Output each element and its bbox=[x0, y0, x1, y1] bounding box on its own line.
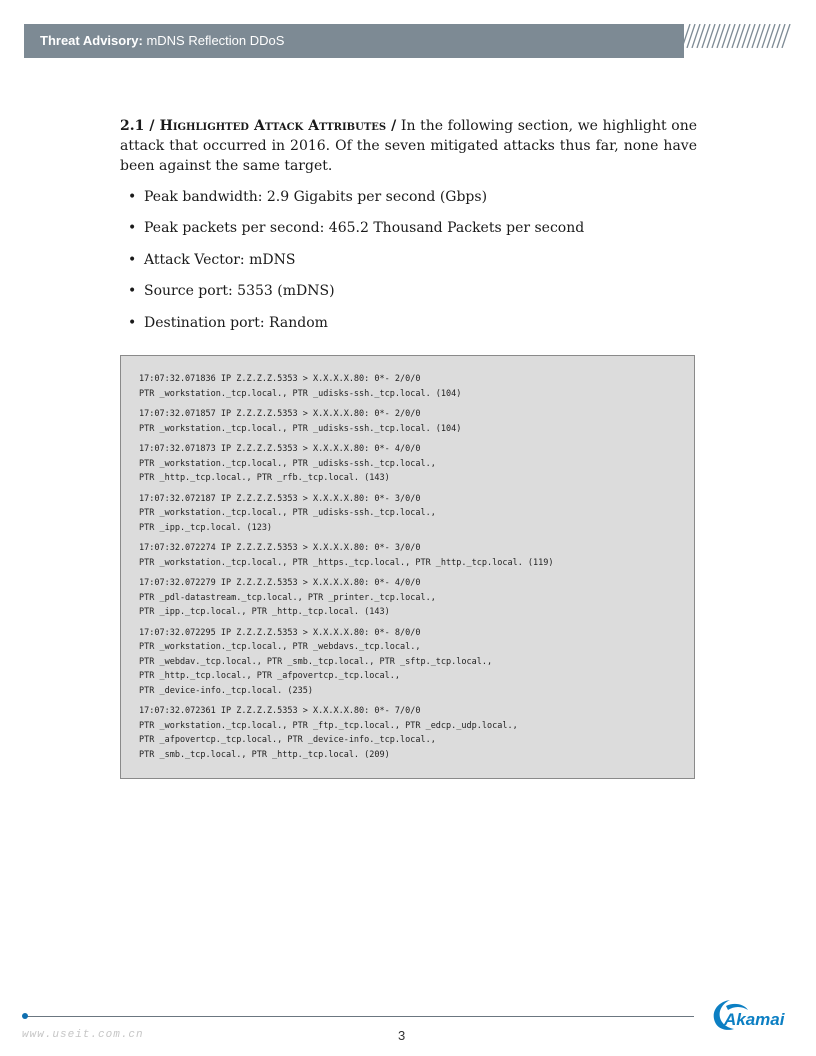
header-bar bbox=[24, 24, 684, 58]
packet-entry bbox=[139, 541, 694, 570]
packet-line: PTR _smb._tcp.local., PTR _http._tcp.local. (209) bbox=[139, 749, 390, 760]
document-title-topic: mDNS Reflection DDoS bbox=[142, 33, 285, 48]
akamai-logo-text: Akamai bbox=[724, 1010, 785, 1029]
packet-line: PTR _pdl-datastream._tcp.local., PTR _printer._tcp.local., bbox=[139, 592, 436, 603]
bullet-icon: • bbox=[128, 283, 137, 300]
packet-line: PTR _ipp._tcp.local., PTR _http._tcp.local. (143) bbox=[139, 607, 390, 617]
packet-line: 17:07:32.071873 IP Z.Z.Z.Z.5353 > X.X.X.X.80: 0*- 4/0/0 bbox=[139, 444, 421, 454]
packet-line: 17:07:32.072279 IP Z.Z.Z.Z.5353 > X.X.X.X.80: 0*- 4/0/0 bbox=[139, 578, 421, 588]
packet-line: PTR _http._tcp.local., PTR _afpovertcp._tcp.local., bbox=[139, 671, 400, 681]
bullet-icon: • bbox=[128, 220, 137, 237]
packet-entry bbox=[139, 442, 694, 486]
packet-line: 17:07:32.072274 IP Z.Z.Z.Z.5353 > X.X.X.X.80: 0*- 3/0/0 bbox=[139, 543, 421, 553]
packet-capture-box bbox=[120, 355, 695, 779]
section-intro-text: In the following section, we highlight one attack that occurred in 2016. Of the seven mitigated attacks thus far, none have been against the same target. bbox=[120, 118, 697, 174]
footer-dot-icon bbox=[22, 1013, 28, 1019]
list-item bbox=[120, 280, 697, 311]
packet-line: PTR _workstation._tcp.local., PTR _udisks-ssh._tcp.local., bbox=[139, 508, 436, 518]
packet-line: 17:07:32.072295 IP Z.Z.Z.Z.5353 > X.X.X.X.80: 0*- 8/0/0 bbox=[139, 627, 421, 638]
packet-line: PTR _device-info._tcp.local. (235) bbox=[139, 685, 313, 696]
packet-line: 17:07:32.072187 IP Z.Z.Z.Z.5353 > X.X.X.X.80: 0*- 3/0/0 bbox=[139, 493, 421, 504]
packet-line: PTR _workstation._tcp.local., PTR _https._tcp.local., PTR _http._tcp.local. (119) bbox=[139, 557, 554, 568]
bullet-text: Peak packets per second: 465.2 Thousand Packets per second bbox=[144, 220, 585, 237]
packet-line: PTR _afpovertcp._tcp.local., PTR _device-info._tcp.local., bbox=[139, 735, 436, 745]
packet-entry bbox=[139, 372, 694, 401]
packet-entry bbox=[139, 576, 694, 620]
packet-line: PTR _http._tcp.local., PTR _rfb._tcp.local. (143) bbox=[139, 473, 390, 483]
list-item bbox=[120, 249, 697, 280]
packet-entry bbox=[139, 492, 694, 536]
bullet-icon: • bbox=[128, 314, 137, 331]
packet-line: PTR _workstation._tcp.local., PTR _udisks-ssh._tcp.local. (104) bbox=[139, 423, 462, 434]
section-heading: 2.1 / Highlighted Attack Attributes / bbox=[120, 118, 397, 134]
packet-line: PTR _workstation._tcp.local., PTR _webdavs._tcp.local., bbox=[139, 642, 421, 652]
header-stripes-decoration bbox=[678, 24, 794, 48]
bullet-text: Destination port: Random bbox=[144, 314, 328, 331]
section-content bbox=[120, 116, 697, 343]
document-title-label: Threat Advisory: bbox=[40, 33, 143, 48]
packet-line: PTR _workstation._tcp.local., PTR _udisks-ssh._tcp.local. (104) bbox=[139, 388, 462, 399]
bullet-text: Attack Vector: mDNS bbox=[144, 251, 296, 268]
packet-line: PTR _ipp._tcp.local. (123) bbox=[139, 522, 273, 533]
packet-line: 17:07:32.071857 IP Z.Z.Z.Z.5353 > X.X.X.X.80: 0*- 2/0/0 bbox=[139, 409, 421, 419]
list-item bbox=[120, 186, 697, 217]
footer-divider bbox=[26, 1016, 694, 1017]
packet-line: 17:07:32.072361 IP Z.Z.Z.Z.5353 > X.X.X.X.80: 0*- 7/0/0 bbox=[139, 706, 421, 716]
packet-line: 17:07:32.071836 IP Z.Z.Z.Z.5353 > X.X.X.X.80: 0*- 2/0/0 bbox=[139, 374, 421, 384]
page-number: 3 bbox=[398, 1028, 406, 1043]
bullet-icon: • bbox=[128, 189, 137, 205]
packet-line: PTR _workstation._tcp.local., PTR _ftp._tcp.local., PTR _edcp._udp.local., bbox=[139, 720, 518, 731]
bullet-icon: • bbox=[128, 251, 137, 268]
document-title bbox=[40, 24, 284, 58]
packet-line: PTR _workstation._tcp.local., PTR _udisks-ssh._tcp.local., bbox=[139, 458, 436, 469]
packet-entry bbox=[139, 704, 694, 762]
attack-attributes-list bbox=[120, 186, 697, 343]
section-intro bbox=[120, 116, 697, 176]
watermark: www.useit.com.cn bbox=[22, 1029, 144, 1041]
list-item bbox=[120, 312, 697, 343]
packet-entry bbox=[139, 626, 694, 699]
packet-entry bbox=[139, 407, 694, 436]
packet-line: PTR _webdav._tcp.local., PTR _smb._tcp.local., PTR _sftp._tcp.local., bbox=[139, 656, 493, 667]
bullet-text: Peak bandwidth: 2.9 Gigabits per second (Gbps) bbox=[144, 189, 488, 205]
list-item bbox=[120, 217, 697, 248]
bullet-text: Source port: 5353 (mDNS) bbox=[144, 283, 335, 300]
